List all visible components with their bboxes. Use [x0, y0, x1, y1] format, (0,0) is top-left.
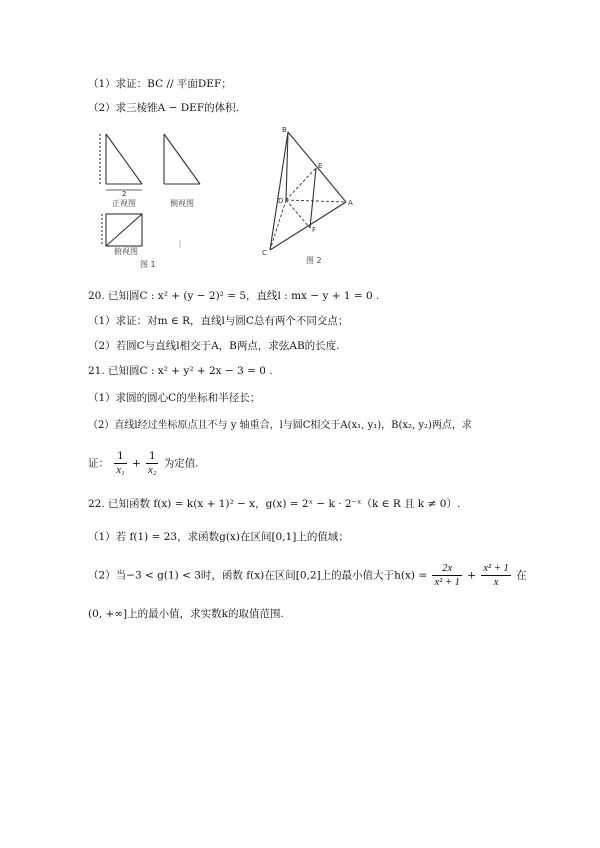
q21-part2: （2）直线l经过坐标原点且不与 y 轴重合，l与圆C相交于A(x₁, y₁)，B(x₂, y₂)两点，求 [88, 420, 472, 431]
q22-part2 [88, 562, 527, 589]
front-view-dimension: 2 [122, 190, 127, 198]
point-b-label: B [282, 126, 287, 134]
q22-part2-prefix: （2）当−3 < g(1) < 3时，函数 f(x)在区间[0,2]上的最小值大于h(x) = [88, 569, 428, 582]
q22-part1: （1）若 f(1) = 23，求函数g(x)在区间[0,1]上的值域； [88, 531, 349, 543]
point-e-label: E [318, 162, 323, 170]
q21-fraction-2-numerator: 1 [146, 450, 158, 464]
q22-h-fraction-2 [481, 562, 510, 589]
top-view [102, 214, 142, 246]
figure-2-caption: 图 2 [306, 256, 322, 265]
q21-fraction-1 [114, 450, 126, 477]
point-f-label: F [312, 226, 317, 234]
side-view-label: 侧视图 [170, 199, 194, 208]
q22-h-plus: + [467, 569, 477, 582]
q21-fraction-2-denominator: x₂ [148, 465, 157, 476]
q22-stem: 22. 已知函数 f(x) = k(x + 1)² − x，g(x) = 2ˣ − k · 2⁻ˣ（k ∈ R 且 k ≠ 0）. [88, 498, 461, 510]
q21-part2-continued [88, 450, 199, 477]
q20-stem: 20. 已知圆C : x² + (y − 2)² = 5，直线l : mx − y + 1 = 0 . [88, 290, 380, 302]
q21-part1: （1）求圆的圆心C的坐标和半径长； [88, 392, 261, 404]
top-view-label: 俯视图 [114, 247, 138, 256]
front-view-label: 正视图 [112, 199, 136, 208]
q20-part1: （1）求证：对m ∈ R，直线l与圆C总有两个不同交点； [88, 315, 349, 327]
side-view [164, 134, 200, 184]
q21-plus: + [132, 457, 141, 470]
front-view [100, 134, 142, 190]
q21-proof-suffix: 为定值. [163, 457, 199, 470]
point-d-label: D [278, 197, 284, 205]
q22-part2-suffix: 在 [516, 569, 527, 582]
q21-fraction-1-numerator: 1 [114, 450, 126, 464]
q20-part2: （2）若圆C与直线l相交于A，B两点，求弦AB的长度. [88, 340, 340, 352]
q22-h-fraction-1-denominator: x² + 1 [434, 577, 460, 588]
point-c-label: C [262, 249, 267, 257]
q22-part2-continued: (0, +∞]上的最小值，求实数k的取值范围. [88, 608, 284, 620]
q19-part2: （2）求三棱锥A − DEF的体积. [88, 102, 239, 114]
q22-h-fraction-2-denominator: x [493, 577, 499, 588]
q22-h-fraction-1-numerator: 2x [432, 562, 461, 576]
q21-fraction-2 [146, 450, 158, 477]
figure-1-caption: 图 1 [140, 260, 156, 269]
figure-2-tetrahedron [258, 124, 368, 262]
q21-fraction-1-denominator: x₁ [116, 465, 125, 476]
q22-h-fraction-1 [432, 562, 461, 589]
q19-part1: （1）求证：BC // 平面DEF； [88, 78, 232, 90]
point-a-label: A [348, 199, 353, 207]
q21-proof-prefix: 证： [88, 457, 109, 470]
q21-stem: 21. 已知圆C : x² + y² + 2x − 3 = 0 . [88, 365, 273, 377]
q22-h-fraction-2-numerator: x² + 1 [483, 563, 509, 574]
